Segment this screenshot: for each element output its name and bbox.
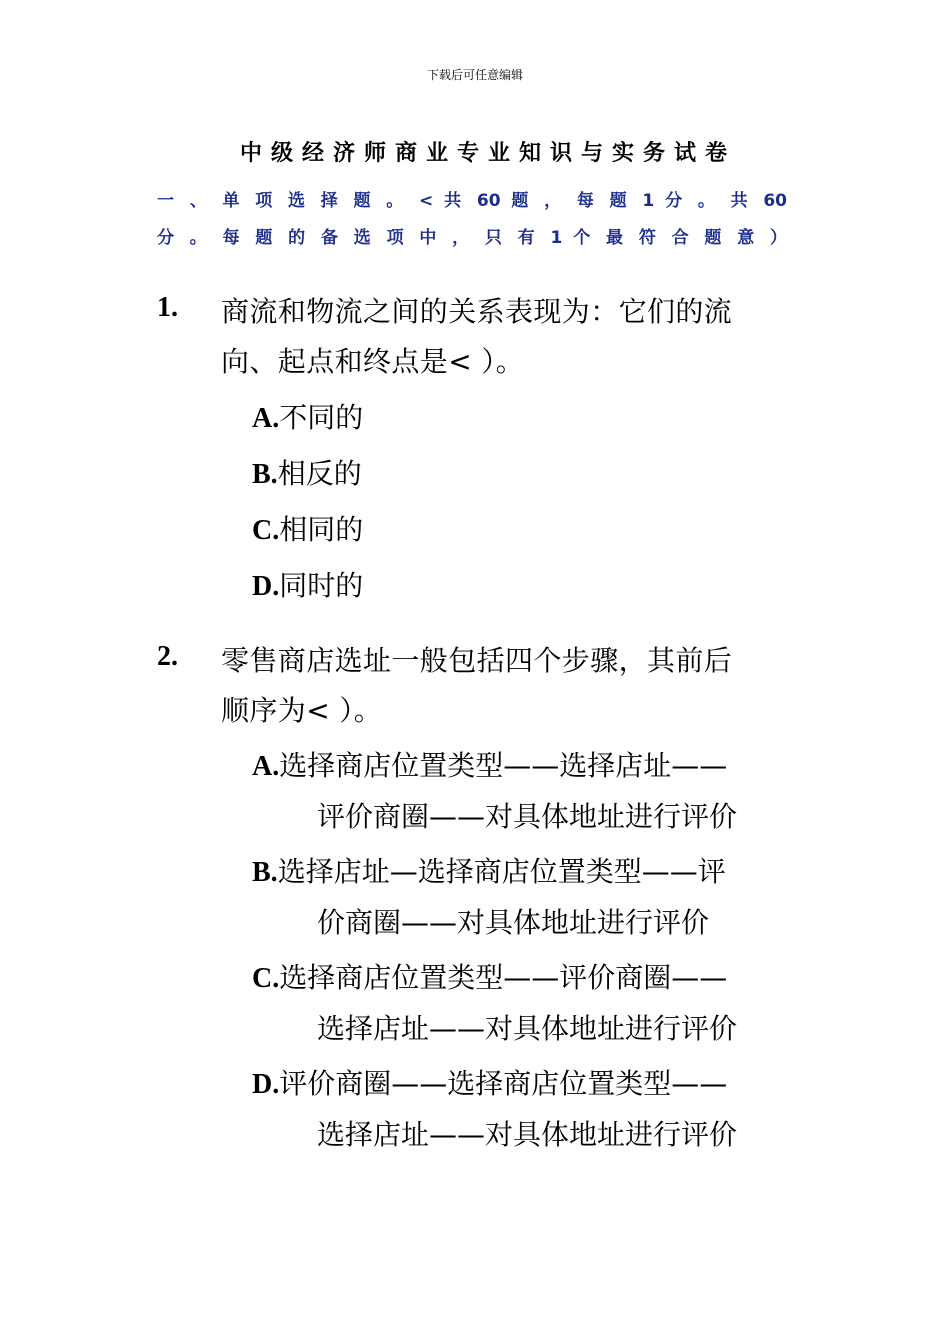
section-instruction-line-2: 分 。 每 题 的 备 选 项 中 ， 只 有 1 个 最 符 合 题 意 ） (157, 228, 787, 248)
question-1-option-c (252, 508, 363, 548)
option-letter: C. (252, 963, 280, 994)
watermark-text: 下载后可任意编辑 (426, 68, 523, 82)
question-1-number: 1. (157, 292, 178, 323)
question-2-option-a-continuation: 评价商圈——对具体地址进行评价 (317, 800, 738, 833)
question-1-option-a (252, 396, 363, 436)
option-text: 选择店址—选择商店位置类型——评 (277, 855, 726, 888)
question-1-text-line-2: 向、起点和终点是< ）。 (221, 345, 525, 378)
question-2-option-d (252, 1062, 727, 1102)
section-instruction-line-1: 一 、 单 项 选 择 题 。 < 共 60 题 ， 每 题 1 分 。 共 60 (157, 191, 787, 211)
question-1-text-line-1: 商流和物流之间的关系表现为：它们的流 (221, 295, 733, 328)
question-1-option-d (252, 564, 363, 604)
question-2-option-d-continuation: 选择店址——对具体地址进行评价 (317, 1118, 738, 1151)
option-letter: D. (252, 1069, 280, 1100)
option-text: 相同的 (279, 513, 364, 546)
question-2-option-b-continuation: 价商圈——对具体地址进行评价 (317, 906, 710, 939)
question-2-option-c (252, 956, 727, 996)
option-text: 不同的 (279, 401, 364, 434)
option-letter: D. (252, 571, 280, 602)
option-letter: A. (252, 403, 280, 434)
question-2-text-line-1: 零售商店选址一般包括四个步骤，其前后 (221, 644, 733, 677)
document-title: 中级经济师商业专业知识与实务试卷 (239, 141, 736, 166)
option-letter: B. (252, 459, 278, 490)
option-letter: A. (252, 751, 280, 782)
option-letter: B. (252, 857, 278, 888)
option-text: 评价商圈——选择商店位置类型—— (279, 1067, 728, 1100)
question-2-option-b (252, 850, 726, 890)
option-text: 同时的 (279, 569, 364, 602)
question-1-option-b (252, 452, 362, 492)
question-2-option-c-continuation: 选择店址——对具体地址进行评价 (317, 1012, 738, 1045)
question-2-text-line-2: 顺序为< ）。 (221, 694, 383, 727)
option-letter: C. (252, 515, 280, 546)
question-2-number: 2. (157, 641, 178, 672)
question-2-option-a (252, 744, 727, 784)
option-text: 相反的 (277, 457, 362, 490)
option-text: 选择商店位置类型——评价商圈—— (279, 961, 728, 994)
option-text: 选择商店位置类型——选择店址—— (279, 749, 728, 782)
